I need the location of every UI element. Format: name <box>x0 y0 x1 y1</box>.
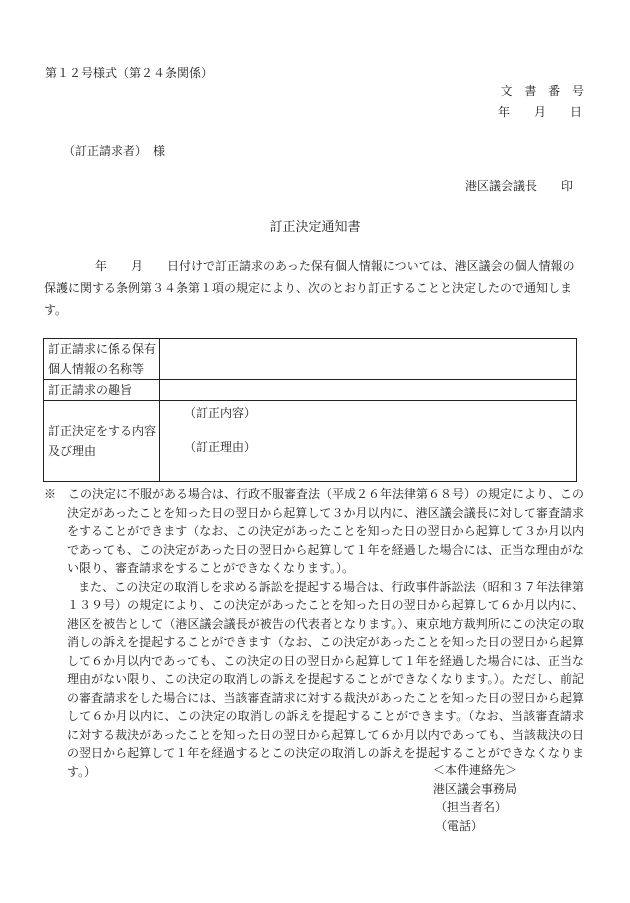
document-number-label: 文 書 番 号 <box>500 84 588 98</box>
notice-paragraph-1: ※ この決定に不服がある場合は、行政不服審査法（平成２６年法律第６８号）の規定により、この決定があったことを知った日の翌日から起算して３か月以内に、港区議会議長に対して審査請求をすることができます（なお、この決定があったことを知った日の翌日から起算して３か月以内であっても、この決定があった日の翌日から起算して１年を経過した場合には、正当な理由がない限り、審査請求をすることができなくなります。）。 <box>44 487 585 575</box>
row-value-target-info <box>160 339 577 380</box>
contact-block <box>433 761 517 835</box>
table-row <box>44 339 577 380</box>
date-label: 年 月 日 <box>497 105 582 119</box>
recipient-line: （訂正請求者） 様 <box>63 144 166 158</box>
row-label-target-info: 訂正請求に係る保有 個人情報の名称等 <box>44 339 160 380</box>
intro-line-2: 保護に関する条例第３４条第１項の規定により、次のとおり訂正することと決定したので通知しま <box>44 281 573 295</box>
contact-phone: （電話） <box>435 818 484 833</box>
form-number: 第１２号様式（第２４条関係） <box>45 66 214 80</box>
document-title: 訂正決定通知書 <box>269 220 361 235</box>
row-value-request-purpose <box>160 380 577 401</box>
intro-line-1: 年 月 日付けで訂正請求のあった保有個人情報については、港区議会の個人情報の <box>95 259 575 273</box>
row-label-decision: 訂正決定をする内容 及び理由 <box>44 401 160 482</box>
appeal-notice <box>44 485 584 781</box>
contact-heading: ＜本件連絡先＞ <box>433 763 518 777</box>
correction-table <box>43 338 577 482</box>
notice-paragraph-2: また、この決定の取消しを求める訴訟を提起する場合は、行政事件訴訟法（昭和３７年法律第１３９号）の規定により、この決定があったことを知った日の翌日から起算して６か月以内に、港区を被告として（港区議会議長が被告の代表者となります。）、東京地方裁判所にこの決定の取消しの訴えを提起することができます（なお、この決定があったことを知った日の翌日から起算して６か月以内であっても、この決定の日の翌日から起算して１年を経過した場合には、正当な理由がない限り、この決定の取消しの訴えを提起することができなくなります。）。ただし、前記の審査請求をした場合には、当該審査請求に対する裁決があったことを知った日の翌日から起算して６か月以内に、この決定の取消しの訴えを提起することができます。（なお、当該審査請求に対する裁決があったことを知った日の翌日から起算して６か月以内であっても、当該裁決の日の翌日から起算して１年を経過するとこの決定の取消しの訴えを提起することができなくなります。） <box>67 579 584 779</box>
contact-office: 港区議会事務局 <box>433 781 518 796</box>
contact-person: （担当者名） <box>435 800 508 814</box>
correction-reason-label: （訂正理由） <box>184 440 257 454</box>
table-row <box>44 380 577 401</box>
intro-line-3: す。 <box>44 303 68 317</box>
correction-content-label: （訂正内容） <box>184 406 257 420</box>
sender-line: 港区議会議長 印 <box>464 179 573 193</box>
row-value-decision <box>160 401 577 482</box>
row-label-request-purpose: 訂正請求の趣旨 <box>44 380 160 401</box>
table-row <box>44 401 577 482</box>
